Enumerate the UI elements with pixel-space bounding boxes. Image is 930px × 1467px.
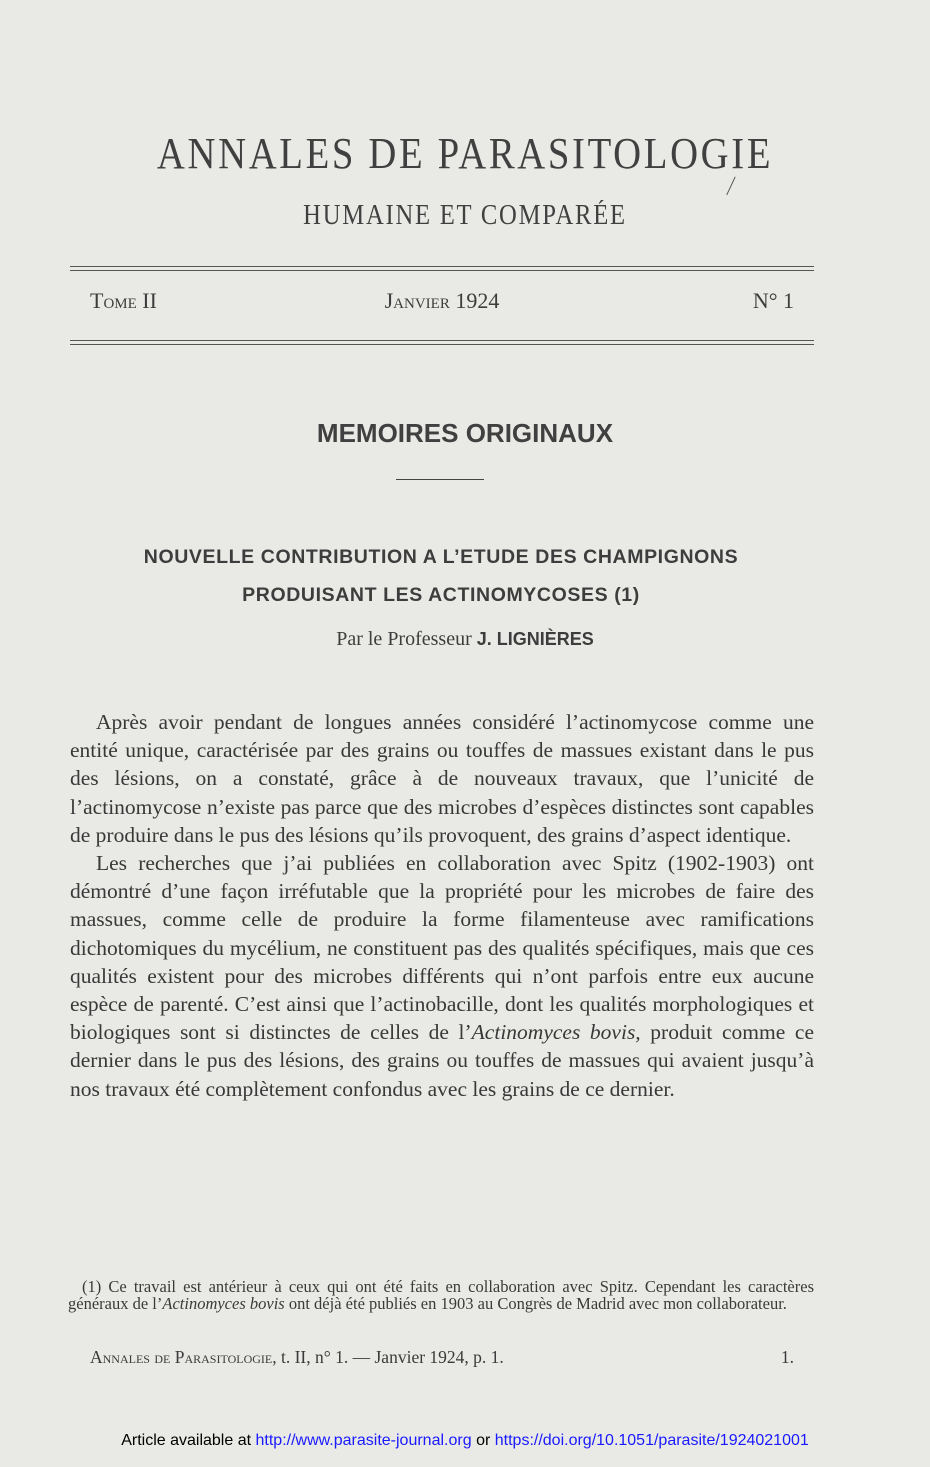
section-divider xyxy=(396,479,484,480)
header-rule-top-inner xyxy=(70,270,814,271)
article-title xyxy=(66,538,816,614)
footnote-species: Actinomyces bovis xyxy=(162,1294,285,1313)
footer-citation: , t. II, n° 1. — Janvier 1924, p. 1. xyxy=(272,1347,504,1367)
doi-link[interactable]: https://doi.org/10.1051/parasite/1924021001 xyxy=(494,1432,809,1449)
species-name: Actinomyces bovis, xyxy=(471,1020,641,1045)
availability-prefix: Article available at xyxy=(121,1432,252,1449)
footnote xyxy=(68,1278,814,1312)
paragraph-1: Après avoir pendant de longues années considéré l’actinomycose comme une entité unique, caractérisée par des grains ou touffes de massues existant dans le pus des lésions, on a constaté, grâce à de nouveaux travaux, que l’unicité de l’actinomycose n’existe pas parce que des microbes d’espèces distinctes sont capables de produire dans le pus des lésions qu’ils provoquent, des grains d’aspect identique. xyxy=(70,710,814,847)
running-footer xyxy=(90,1347,794,1368)
issue-date: Janvier 1924 xyxy=(384,288,500,313)
paragraph-2-part-1: Les recherches que j’ai publiées en collaboration avec Spitz (1902-1903) ont démontré d’une façon irréfutable que la propriété pour les microbes de faire des massues, comme celle de produire la forme filamenteuse avec ramifications dichotomiques du mycélium, ne constituent pas des qualités spécifiques, mais que ces qualités existent pour des microbes différents qui n’ont parfois entre eux aucune espèce de parenté. C’est ainsi que l’actinobacille, dont les qualités morphologiques et biologiques sont si distinctes de celles de l’ xyxy=(70,851,814,1045)
section-title: MEMOIRES ORIGINAUX xyxy=(316,418,614,448)
issue-tome: Tome II xyxy=(90,288,157,313)
page-number: 1. xyxy=(780,1347,794,1367)
ink-mark xyxy=(726,177,744,200)
paragraph-2-part-2: produit comme ce dernier dans le pus des lésions, des grains ou touffes de massues qui avaient jusqu’à nos travaux été complètement confondus avec les grains de ce dernier. xyxy=(70,1020,814,1101)
availability-middle: or xyxy=(476,1432,491,1449)
author-name: J. LIGNIÈRES xyxy=(476,629,594,649)
article-title-line-1: NOUVELLE CONTRIBUTION A L’ETUDE DES CHAMPIGNONS xyxy=(143,546,739,568)
paragraph-2 xyxy=(70,849,814,1103)
journal-subtitle: HUMAINE ET COMPARÉE xyxy=(303,200,627,231)
byline-prefix: Par le Professeur xyxy=(336,628,472,650)
article-body xyxy=(70,708,814,1103)
footer-journal: Annales de Parasitologie xyxy=(90,1347,273,1367)
header-rule-bottom xyxy=(70,340,814,341)
footnote-part-2: ont déjà été publiés en 1903 au Congrès de Madrid avec mon collaborateur. xyxy=(284,1294,787,1313)
availability-notice xyxy=(0,1432,930,1450)
journal-title: ANNALES DE PARASITOLOGIE xyxy=(156,129,774,178)
footnote-part-1: (1) Ce travail est antérieur à ceux qui ont été faits en collaboration avec Spitz. Cependant les caractères généraux de l’ xyxy=(68,1277,814,1313)
article-title-line-2: PRODUISANT LES ACTINOMYCOSES (1) xyxy=(242,584,640,606)
header-rule-bottom-inner xyxy=(70,344,814,345)
issue-number: N° 1 xyxy=(752,288,794,313)
byline xyxy=(0,628,930,651)
journal-link[interactable]: http://www.parasite-journal.org xyxy=(255,1432,472,1449)
header-rule-top xyxy=(70,266,814,267)
